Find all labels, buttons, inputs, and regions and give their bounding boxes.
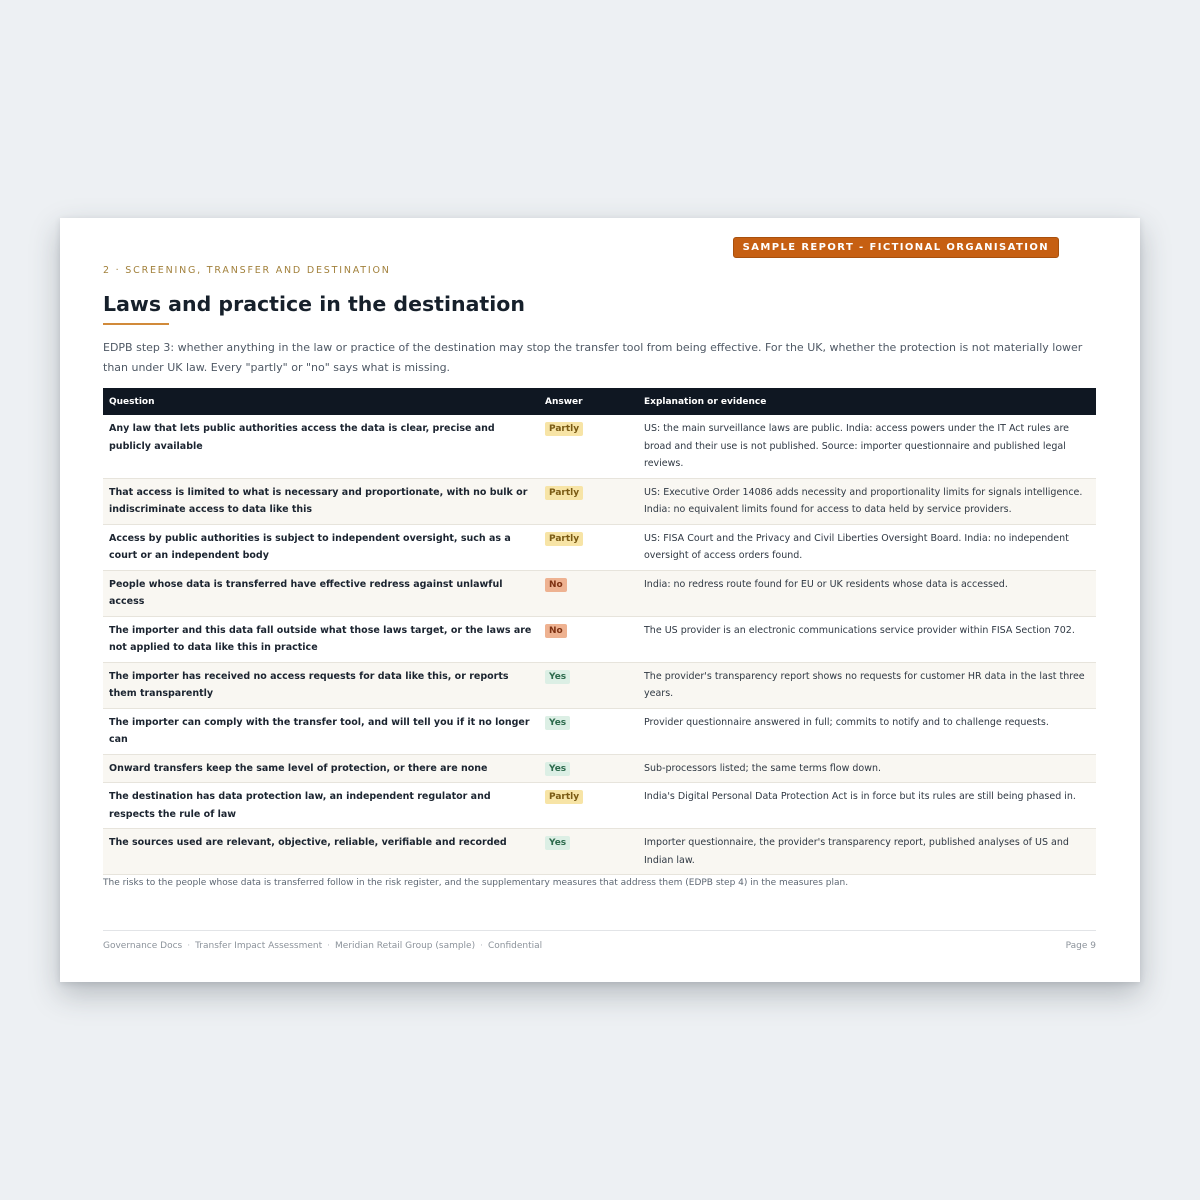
explanation-cell: US: Executive Order 14086 adds necessity and proportionality limits for signals intelligence. India: no equivalent limits found for access to data held by service providers. bbox=[638, 478, 1096, 524]
page-number: Page 9 bbox=[1065, 941, 1096, 951]
table-row bbox=[103, 616, 1096, 662]
answer-cell bbox=[539, 783, 638, 829]
table-row bbox=[103, 524, 1096, 570]
question-cell: The destination has data protection law, an independent regulator and respects the rule of law bbox=[103, 783, 539, 829]
explanation-cell: The provider's transparency report shows no requests for customer HR data in the last three years. bbox=[638, 662, 1096, 708]
answer-badge-yes: Yes bbox=[545, 716, 570, 730]
answer-cell bbox=[539, 829, 638, 875]
column-header-question: Question bbox=[103, 388, 539, 415]
answer-cell bbox=[539, 708, 638, 754]
answer-badge-yes: Yes bbox=[545, 762, 570, 776]
question-cell: That access is limited to what is necessary and proportionate, with no bulk or indiscriminate access to data like this bbox=[103, 478, 539, 524]
sample-report-badge: SAMPLE REPORT - FICTIONAL ORGANISATION bbox=[733, 237, 1059, 258]
answer-badge-yes: Yes bbox=[545, 670, 570, 684]
table-row bbox=[103, 662, 1096, 708]
answer-badge-partly: Partly bbox=[545, 486, 583, 500]
assessment-table bbox=[103, 388, 1096, 875]
footer-separator: · bbox=[187, 941, 191, 951]
table-row bbox=[103, 754, 1096, 783]
intro-paragraph: EDPB step 3: whether anything in the law or practice of the destination may stop the transfer tool from being effective. For the UK, whether the protection is not materially lower than under UK law. Every "partly" or "no" says what is missing. bbox=[103, 341, 1083, 374]
report-page bbox=[60, 218, 1140, 982]
explanation-cell: Provider questionnaire answered in full; commits to notify and to challenge requests. bbox=[638, 708, 1096, 754]
title-underline bbox=[103, 323, 169, 325]
footer-breadcrumb bbox=[103, 941, 542, 951]
footer-crumb: Confidential bbox=[487, 941, 543, 951]
answer-cell bbox=[539, 754, 638, 783]
table-row bbox=[103, 829, 1096, 875]
footer-separator: · bbox=[480, 941, 483, 951]
answer-cell bbox=[539, 524, 638, 570]
question-cell: The importer has received no access requests for data like this, or reports them transparently bbox=[103, 662, 539, 708]
page-title: Laws and practice in the destination bbox=[103, 292, 525, 316]
answer-badge-partly: Partly bbox=[545, 532, 583, 546]
question-cell: The importer and this data fall outside what those laws target, or the laws are not applied to data like this in practice bbox=[103, 616, 539, 662]
question-cell: Onward transfers keep the same level of protection, or there are none bbox=[103, 754, 539, 783]
footer-crumb: Transfer Impact Assessment bbox=[195, 941, 323, 951]
answer-cell bbox=[539, 616, 638, 662]
table-body bbox=[103, 415, 1096, 875]
question-cell: People whose data is transferred have effective redress against unlawful access bbox=[103, 570, 539, 616]
table-row bbox=[103, 478, 1096, 524]
answer-cell bbox=[539, 478, 638, 524]
footer-separator: · bbox=[327, 941, 331, 951]
explanation-cell: Sub-processors listed; the same terms flow down. bbox=[638, 754, 1096, 783]
closing-note: The risks to the people whose data is transferred follow in the risk register, and the supplementary measures that address them (EDPB step 4) in the measures plan. bbox=[103, 878, 849, 888]
column-header-explanation: Explanation or evidence bbox=[638, 388, 1096, 415]
explanation-cell: The US provider is an electronic communications service provider within FISA Section 702. bbox=[638, 616, 1096, 662]
footer-crumb: Meridian Retail Group (sample) bbox=[335, 941, 476, 951]
question-cell: Any law that lets public authorities access the data is clear, precise and publicly available bbox=[103, 415, 539, 478]
answer-badge-partly: Partly bbox=[545, 422, 583, 436]
explanation-cell: US: the main surveillance laws are public. India: access powers under the IT Act rules are broad and their use is not published. Source: importer questionnaire and published legal reviews. bbox=[638, 415, 1096, 478]
table-header-row bbox=[103, 388, 1096, 415]
table-row bbox=[103, 783, 1096, 829]
question-cell: The importer can comply with the transfer tool, and will tell you if it no longer can bbox=[103, 708, 539, 754]
question-cell: Access by public authorities is subject to independent oversight, such as a court or an independent body bbox=[103, 524, 539, 570]
answer-badge-no: No bbox=[545, 624, 567, 638]
explanation-cell: Importer questionnaire, the provider's transparency report, published analyses of US and Indian law. bbox=[638, 829, 1096, 875]
table-row bbox=[103, 570, 1096, 616]
explanation-cell: US: FISA Court and the Privacy and Civil Liberties Oversight Board. India: no independent oversight of access orders found. bbox=[638, 524, 1096, 570]
answer-badge-partly: Partly bbox=[545, 790, 583, 804]
answer-cell bbox=[539, 662, 638, 708]
column-header-answer: Answer bbox=[539, 388, 638, 415]
footer-crumb: Governance Docs bbox=[103, 941, 183, 951]
question-cell: The sources used are relevant, objective, reliable, verifiable and recorded bbox=[103, 829, 539, 875]
answer-cell bbox=[539, 415, 638, 478]
table-row bbox=[103, 708, 1096, 754]
explanation-cell: India's Digital Personal Data Protection Act is in force but its rules are still being phased in. bbox=[638, 783, 1096, 829]
answer-badge-yes: Yes bbox=[545, 836, 570, 850]
section-label: 2 · SCREENING, TRANSFER AND DESTINATION bbox=[103, 265, 391, 276]
answer-badge-no: No bbox=[545, 578, 567, 592]
answer-cell bbox=[539, 570, 638, 616]
explanation-cell: India: no redress route found for EU or UK residents whose data is accessed. bbox=[638, 570, 1096, 616]
footer-divider bbox=[103, 930, 1096, 931]
table-row bbox=[103, 415, 1096, 478]
